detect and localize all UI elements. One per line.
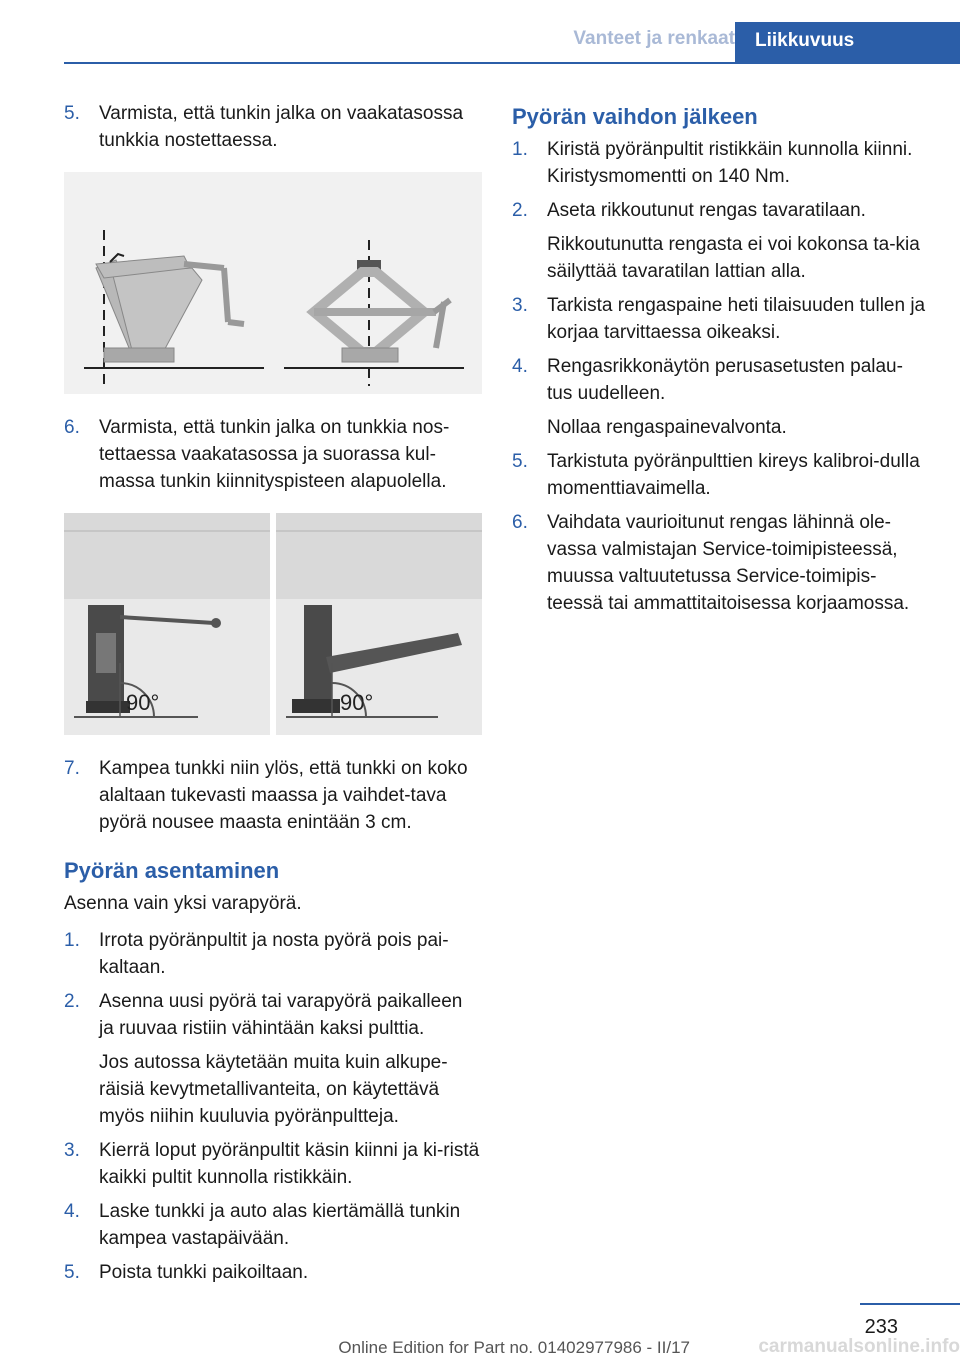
step-text: Laske tunkki ja auto alas kiertämällä tunkin kampea vastapäivään. xyxy=(99,1201,461,1249)
mount-step-1 xyxy=(64,927,482,981)
after-step-4-note: Nollaa rengaspainevalvonta. xyxy=(547,417,787,438)
right-column xyxy=(512,100,928,624)
after-step-6 xyxy=(512,509,928,617)
mount-step-2 xyxy=(64,988,482,1042)
mount-step-5 xyxy=(64,1259,482,1286)
after-step-5 xyxy=(512,448,928,502)
after-step-2 xyxy=(512,197,928,224)
angle-label-right: 90° xyxy=(340,690,374,715)
step-5-level xyxy=(64,100,482,154)
mount-step-4 xyxy=(64,1198,482,1252)
step-number: 1. xyxy=(64,930,80,951)
page-header xyxy=(0,22,960,62)
step-text: Kiristä pyöränpultit ristikkäin kunnolla kiinni. Kiristysmomentti on 140 Nm. xyxy=(547,139,913,187)
step-text: Poista tunkki paikoiltaan. xyxy=(99,1262,309,1283)
watermark: carmanualsonline.info xyxy=(758,1336,960,1357)
after-step-3 xyxy=(512,292,928,346)
mount-step-2-note: Jos autossa käytetään muita kuin alkupe‐räisiä kevytmetallivanteita, on käytettävä myös niihin kuuluvia pyöränpultteja. xyxy=(99,1052,448,1127)
after-change-heading: Pyörän vaihdon jälkeen xyxy=(512,104,758,129)
step-6-perpendicular xyxy=(64,414,482,495)
after-step-2-note: Rikkoutunutta rengasta ei voi kokonsa ta‐kia säilyttää tavaratilan lattian alla. xyxy=(547,234,920,282)
jack-angle-figure xyxy=(64,513,482,735)
step-number: 5. xyxy=(64,1262,80,1283)
step-number: 3. xyxy=(512,295,528,316)
jack-90-degree-illustration xyxy=(64,513,482,735)
left-column xyxy=(64,100,482,1293)
step-text: Varmista, että tunkin jalka on tunkkia nos‐tettaessa vaakatasossa ja suorassa kul‐massa tunkin kiinnityspisteen alapuolella. xyxy=(99,417,450,492)
step-text: Kierrä loput pyöränpultit käsin kiinni ja ki‐ristä kaikki pultit kunnolla ristikkäin. xyxy=(99,1140,480,1188)
step-text: Kampea tunkki niin ylös, että tunkki on koko alaltaan tukevasti maassa ja vaihdet‐tava pyörä nousee maasta enintään 3 cm. xyxy=(99,758,468,833)
page-number: 233 xyxy=(864,1316,898,1338)
step-text: Rengasrikkonäytön perusasetusten palau‐tus uudelleen. xyxy=(547,356,903,404)
step-text: Tarkista rengaspaine heti tilaisuuden tullen ja korjaa tarvittaessa oikeaksi. xyxy=(547,295,926,343)
step-number: 3. xyxy=(64,1140,80,1161)
step-number: 6. xyxy=(512,512,528,533)
step-number: 1. xyxy=(512,139,528,160)
step-number: 5. xyxy=(512,451,528,472)
mount-heading: Pyörän asentaminen xyxy=(64,858,280,883)
jack-diagram-figure xyxy=(64,172,482,394)
header-rule xyxy=(64,62,960,64)
step-number: 4. xyxy=(512,356,528,377)
angle-label-left: 90° xyxy=(126,690,160,715)
after-step-4 xyxy=(512,353,928,407)
step-number: 2. xyxy=(512,200,528,221)
step-text: Asenna uusi pyörä tai varapyörä paikalleen ja ruuvaa ristiin vähintään kaksi pulttia. xyxy=(99,991,463,1039)
step-number: 5. xyxy=(64,103,80,124)
mount-intro: Asenna vain yksi varapyörä. xyxy=(64,893,302,914)
jack-side-front-illustration xyxy=(64,172,482,394)
step-7-crank xyxy=(64,755,482,836)
mount-step-3 xyxy=(64,1137,482,1191)
section-title: Vanteet ja renkaat xyxy=(573,28,735,49)
step-text: Varmista, että tunkin jalka on vaakatasossa tunkkia nostettaessa. xyxy=(99,103,464,151)
step-number: 4. xyxy=(64,1201,80,1222)
step-number: 2. xyxy=(64,991,80,1012)
step-text: Aseta rikkoutunut rengas tavaratilaan. xyxy=(547,200,866,221)
step-number: 7. xyxy=(64,758,80,779)
chapter-tab: Liikkuvuus xyxy=(735,22,960,64)
step-text: Vaihdata vaurioitunut rengas lähinnä ole‐vassa valmistajan Service-toimipisteessä, muussa valtuutetussa Service-toimipis‐teessä tai ammattitaitoisessa korjaamossa. xyxy=(547,512,910,614)
after-step-1 xyxy=(512,136,928,190)
step-number: 6. xyxy=(64,417,80,438)
step-text: Tarkistuta pyöränpulttien kireys kalibroi‐dulla momenttiavaimella. xyxy=(547,451,920,499)
edition-note: Online Edition for Part no. 01402977986 - II/17 xyxy=(338,1338,690,1357)
page-footer xyxy=(0,1300,960,1362)
footer-rule xyxy=(860,1303,960,1305)
step-text: Irrota pyöränpultit ja nosta pyörä pois pai‐kaltaan. xyxy=(99,930,449,978)
